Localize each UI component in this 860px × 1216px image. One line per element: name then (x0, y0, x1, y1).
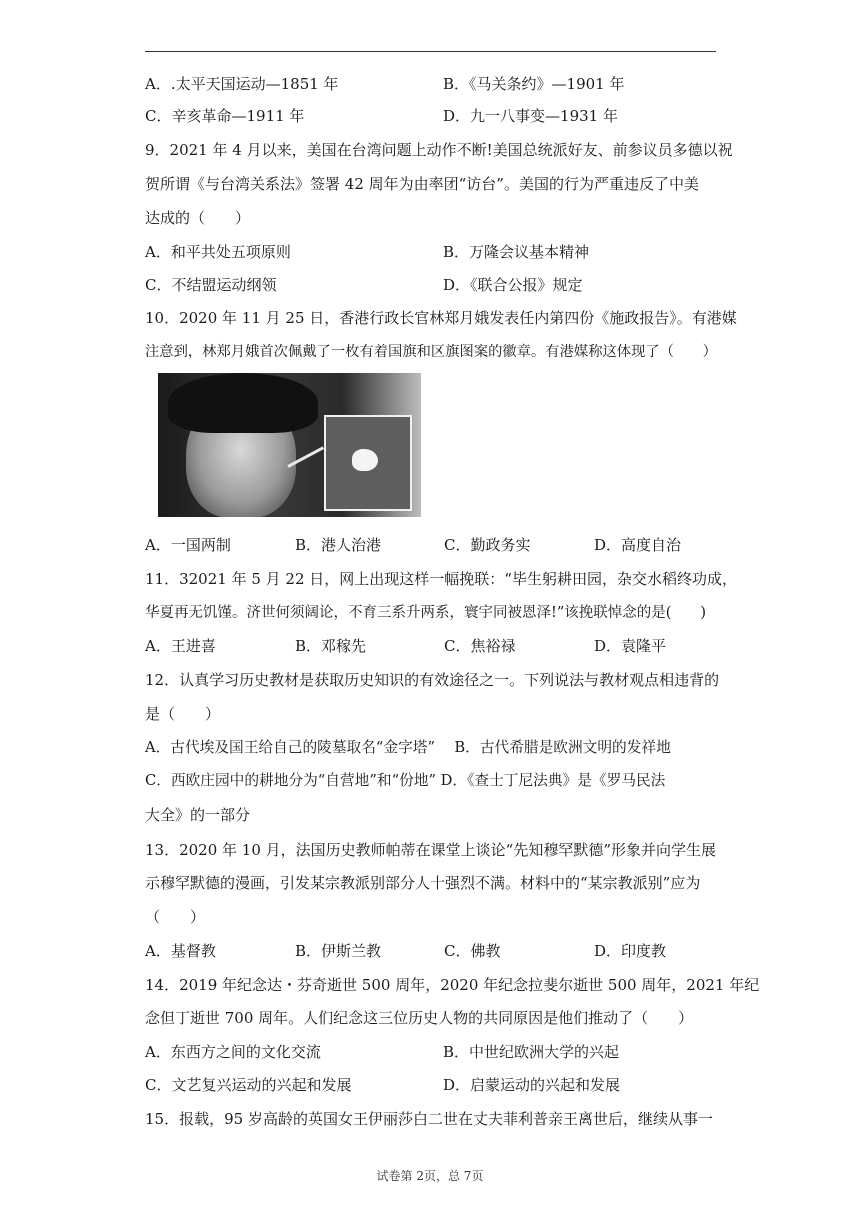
q14-option-b: B．中世纪欧洲大学的兴起 (443, 1043, 620, 1061)
q8-option-c: C．辛亥革命—1911 年 (145, 107, 305, 125)
news-photo (158, 373, 421, 517)
q9-stem-line-2: 贺所谓《与台湾关系法》签署 42 周年为由率团“访台”。美国的行为严重违反了中美 (145, 175, 699, 193)
q14-stem-line-1: 14．2019 年纪念达・芬奇逝世 500 周年，2020 年纪念拉斐尔逝世 500 周年，2021 年纪 (145, 976, 760, 994)
q10-option-b: B．港人治港 (295, 536, 382, 554)
q14-option-d: D．启蒙运动的兴起和发展 (443, 1076, 621, 1094)
q10-option-c: C．勤政务实 (444, 536, 531, 554)
page-footer: 试卷第 2页，总 7页 (376, 1169, 484, 1183)
q14-option-a: A．东西方之间的文化交流 (145, 1043, 321, 1061)
q13-option-a: A．基督教 (145, 942, 216, 960)
q11-stem-line-1: 11．32021 年 5 月 22 日，网上出现这样一幅挽联：“毕生躬耕田园，杂交水稻终功成， (145, 570, 737, 588)
q14-option-c: C．文艺复兴运动的兴起和发展 (145, 1076, 352, 1094)
q9-option-b: B．万隆会议基本精神 (443, 243, 590, 261)
q12-stem-line-2: 是（ ） (145, 705, 221, 723)
q13-option-b: B．伊斯兰教 (295, 942, 382, 960)
q9-stem-line-1: 9．2021 年 4 月以来，美国在台湾问题上动作不断!美国总统派好友、前参议员多德以祝 (145, 141, 733, 159)
q13-option-c: C．佛教 (444, 942, 501, 960)
q12-option-line-3: 大全》的一部分 (145, 806, 251, 824)
q10-stem-line-2: 注意到，林郑月娥首次佩戴了一枚有着国旗和区旗图案的徽章。有港媒称这体现了（ ） (145, 344, 717, 360)
q8-option-a: A．.太平天国运动—1851 年 (145, 75, 339, 93)
q10-option-d: D．高度自治 (594, 536, 682, 554)
q9-option-a: A．和平共处五项原则 (145, 243, 291, 261)
q9-stem-line-3: 达成的（ ） (145, 209, 251, 227)
header-rule (145, 51, 716, 52)
portrait-hair (168, 373, 318, 433)
q12-stem-line-1: 12．认真学习历史教材是获取历史知识的有效途径之一。下列说法与教材观点相违背的 (145, 671, 720, 689)
q11-option-b: B．邓稼先 (295, 637, 367, 655)
q13-stem-line-3: （ ） (145, 908, 206, 926)
q14-stem-line-2: 念但丁逝世 700 周年。人们纪念这三位历史人物的共同原因是他们推动了（ ） (145, 1009, 694, 1027)
q10-option-a: A．一国两制 (145, 536, 231, 554)
badge-icon (352, 449, 378, 471)
q12-option-line-1: A．古代埃及国王给自己的陵墓取名“金字塔” B．古代希腊是欧洲文明的发祥地 (145, 739, 671, 756)
q15-stem-line-1: 15．报载，95 岁高龄的英国女王伊丽莎白二世在丈夫菲利普亲王离世后，继续从事一 (145, 1110, 713, 1128)
badge-closeup (324, 415, 412, 511)
q8-option-b: B．《马关条约》—1901 年 (443, 75, 625, 93)
q13-stem-line-1: 13．2020 年 10 月，法国历史教师帕蒂在课堂上谈论“先知穆罕默德”形象并向学生展 (145, 841, 716, 859)
q9-option-d: D．《联合公报》规定 (443, 276, 583, 294)
q11-option-a: A．王进喜 (145, 637, 216, 655)
q8-option-d: D．九一八事变—1931 年 (443, 107, 618, 125)
q10-stem-line-1: 10．2020 年 11 月 25 日，香港行政长官林郑月娥发表任内第四份《施政报告》。有港媒 (145, 309, 737, 327)
q11-option-d: D．袁隆平 (594, 637, 667, 655)
q12-option-line-2: C．西欧庄园中的耕地分为“自营地”和“份地” D．《查士丁尼法典》是《罗马民法 (145, 772, 666, 789)
q13-option-d: D．印度教 (594, 942, 667, 960)
q9-option-c: C．不结盟运动纲领 (145, 276, 277, 294)
q11-stem-line-2: 华夏再无饥馑。济世何须阔论，不育三系升两系，寰宇同被恩泽!”该挽联悼念的是( ) (145, 605, 707, 621)
q11-option-c: C．焦裕禄 (444, 637, 516, 655)
q13-stem-line-2: 示穆罕默德的漫画，引发某宗教派别部分人十强烈不满。材料中的“某宗教派别”应为 (145, 874, 701, 892)
